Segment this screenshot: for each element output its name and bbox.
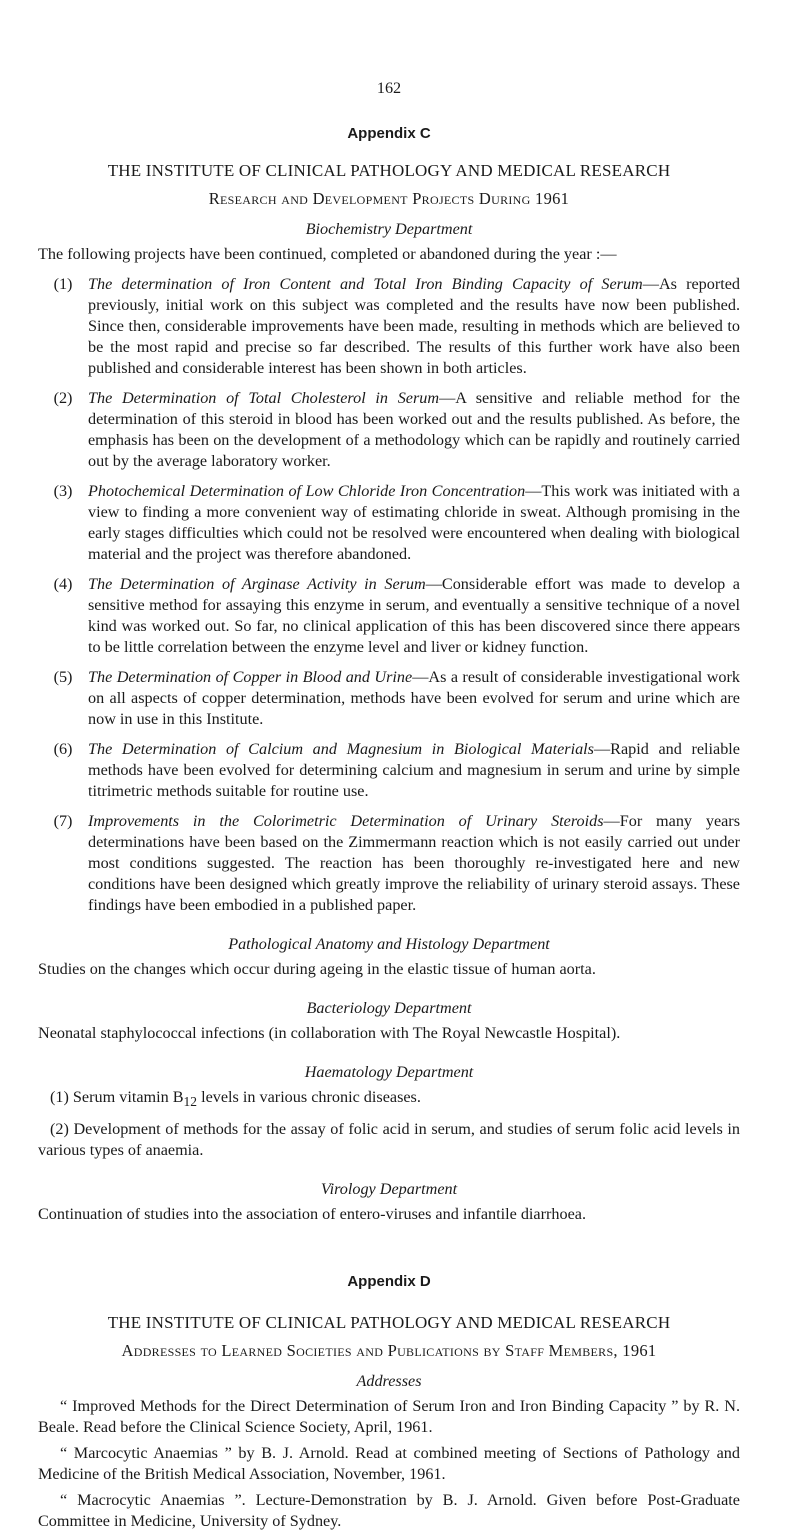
project-item [38,811,740,916]
bacteriology-text: Neonatal staphylococcal infections (in collaboration with The Royal Newcastle Hospital). [38,1024,621,1042]
project-title: The Determination of Calcium and Magnesium in Biological Materials [88,740,594,758]
addresses-heading: Addresses [356,1372,422,1391]
haematology-heading: Haematology Department [304,1063,474,1081]
project-text: —As reported previously, initial work on this subject was completed and the results have now been published. Since then, considerable improvements have been made, resulting in methods which are believed to be the most rapid and precise so far described. The results of this further work have also been published and considerable interest has been shown in both articles. [88,275,741,377]
appendix-d-institute: THE INSTITUTE OF CLINICAL PATHOLOGY AND MEDICAL RESEARCH [107,1313,671,1333]
project-text: —As a result of considerable investigational work on all aspects of copper determination, methods have been evolved for serum and urine which are now in use in this Institute. [88,668,740,728]
bacteriology-section [38,998,740,1044]
address-entry: “ Macrocytic Anaemias ”. Lecture-Demonstration by B. J. Arnold. Given before Post-Graduate Committee in Medicine, University of Sydney. [38,1491,740,1531]
haematology-item-1-text: (1) Serum vitamin B [50,1088,184,1106]
project-text: —This work was initiated with a view to finding a more convenient way of estimating chloride in sweat. Although promising in the early stages difficulties which could not be resolved were encountered when dealing with biological material and the project was therefore abandoned. [88,482,740,563]
project-item [38,274,740,379]
haematology-item-2: (2) Development of methods for the assay of folic acid in serum, and studies of serum folic acid levels in various types of anaemia. [38,1120,740,1160]
project-text: —For many years determinations have been based on the Zimmermann reaction which is not easily carried out under most conditions suggested. The reaction has been thoroughly re-investigated here and new conditions have been designed which greatly improve the reliability of urinary steroid assays. These findings have been embodied in a published paper. [88,812,740,914]
virology-section [38,1179,740,1225]
appendix-d-subtitle: Addresses to Learned Societies and Publications by Staff Members, 1961 [121,1341,657,1361]
biochemistry-intro: The following projects have been continued, completed or abandoned during the year :— [38,245,617,263]
appendix-d-title: Appendix D [347,1273,431,1291]
bacteriology-heading: Bacteriology Department [306,999,472,1017]
project-item [38,481,740,565]
biochemistry-projects [38,274,740,916]
pathology-text: Studies on the changes which occur during ageing in the elastic tissue of human aorta. [38,960,596,978]
project-title: Photochemical Determination of Low Chloride Iron Concentration [88,482,526,500]
virology-heading: Virology Department [320,1180,458,1199]
project-number: (5) [53,668,73,686]
project-title: The determination of Iron Content and Total Iron Binding Capacity of Serum [88,275,643,293]
project-number: (6) [53,740,73,758]
project-number: (4) [53,575,73,593]
appendix-c [38,123,740,1225]
project-title: The Determination of Total Cholesterol in Serum [88,389,440,407]
project-title: The Determination of Arginase Activity in Serum [88,575,426,593]
appendix-c-institute: THE INSTITUTE OF CLINICAL PATHOLOGY AND MEDICAL RESEARCH [107,161,671,180]
project-number: (7) [53,812,73,830]
project-item [38,739,740,802]
appendix-c-title: Appendix C [347,125,431,142]
appendix-c-subtitle: Research and Development Projects During 1961 [208,189,570,208]
haematology-item-1 [38,1087,740,1112]
haematology-item-1-suffix: levels in various chronic diseases. [197,1088,421,1106]
addresses-list [38,1396,740,1532]
project-title: Improvements in the Colorimetric Determination of Urinary Steroids [88,812,604,830]
address-entry: “ Improved Methods for the Direct Determination of Serum Iron and Iron Binding Capacity ” by R. N. Beale. Read before the Clinical Science Society, April, 1961. [38,1397,740,1437]
project-number: (3) [53,482,73,500]
project-text: —Considerable effort was made to develop a sensitive method for assaying this enzyme in serum, and eventually a sensitive technique of a novel kind was worked out. So far, no clinical application of this has been discovered since there appears to be little correlation between the enzyme level and liver or kidney function. [88,575,740,656]
project-item [38,388,740,472]
project-item [38,574,740,658]
haematology-section [38,1062,740,1161]
address-entry: “ Marcocytic Anaemias ” by B. J. Arnold. Read at combined meeting of Sections of Pathology and Medicine of the British Medical Association, November, 1961. [38,1444,740,1484]
haematology-item-1-subscript: 12 [183,1094,198,1110]
project-number: (2) [53,389,73,407]
biochemistry-heading: Biochemistry Department [305,220,473,238]
project-text: —A sensitive and reliable method for the determination of this steroid in blood has been worked out and the results published. As before, the emphasis has been on the development of a methodology which can be rapidly and routinely carried out by the average laboratory worker. [88,389,740,470]
project-text: —Rapid and reliable methods have been evolved for determining calcium and magnesium in serum and urine by simple titrimetric methods suitable for routine use. [88,740,740,800]
project-number: (1) [53,275,73,293]
project-item [38,667,740,730]
virology-text: Continuation of studies into the association of entero-viruses and infantile diarrhoea. [38,1205,586,1224]
pathology-heading: Pathological Anatomy and Histology Department [228,935,550,953]
project-title: The Determination of Copper in Blood and Urine [88,668,413,686]
page-number: 162 [376,79,402,97]
pathology-section [38,934,740,980]
appendix-d [38,1271,740,1532]
